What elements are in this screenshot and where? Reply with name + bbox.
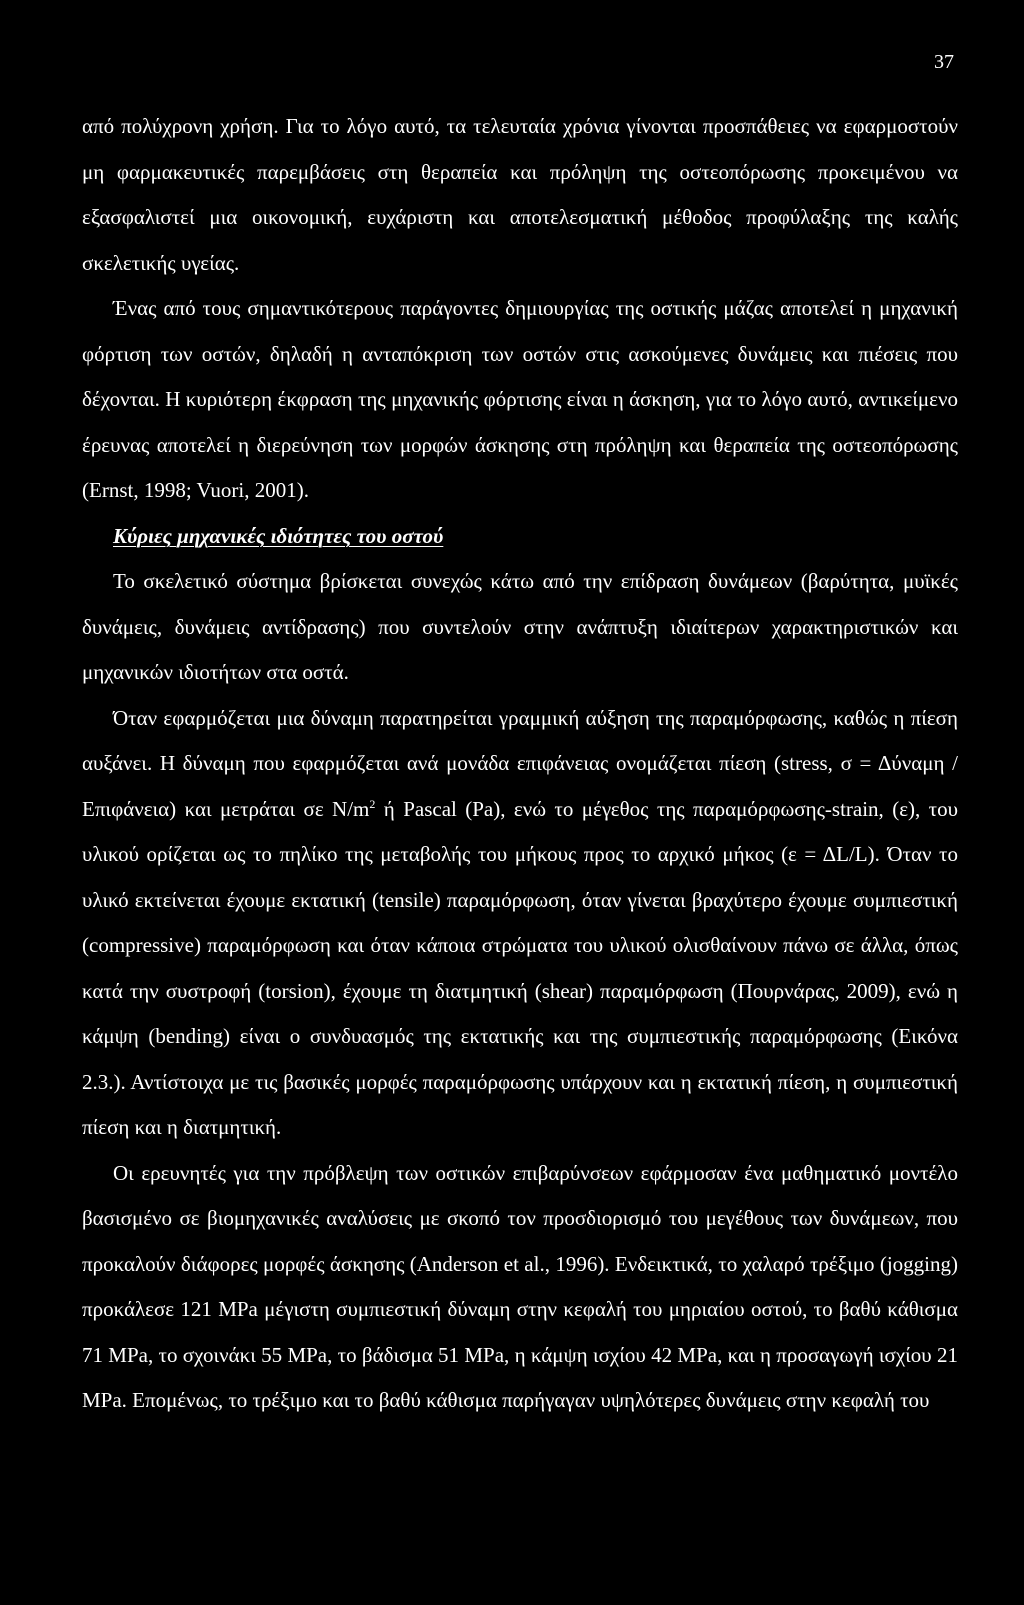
superscript-exponent: 2 bbox=[369, 796, 376, 811]
paragraph-stress-strain bbox=[82, 696, 958, 1151]
paragraph-researchers-model: Οι ερευνητές για την πρόβλεψη των οστικών επιβαρύνσεων εφάρμοσαν ένα μαθηματικό μοντέλο βασισμένο σε βιομηχανικές αναλύσεις με σκοπό τον προσδιορισμό του μεγέθους των δυνάμεων, που προκαλούν διάφορες μορφές άσκησης (Anderson et al., 1996). Ενδεικτικά, το χαλαρό τρέξιμο (jogging) προκάλεσε 121 MPa μέγιστη συμπιεστική δύναμη στην κεφαλή του μηριαίου οστού, το βαθύ κάθισμα 71 MPa, το σχοινάκι 55 MPa, το βάδισμα 51 MPa, η κάμψη ισχίου 42 MPa, και η προσαγωγή ισχίου 21 MPa. Επομένως, το τρέξιμο και το βαθύ κάθισμα παρήγαγαν υψηλότερες δυνάμεις στην κεφαλή του bbox=[82, 1160, 958, 1412]
paragraph-skeletal-system: Το σκελετικό σύστημα βρίσκεται συνεχώς κάτω από την επίδραση δυνάμεων (βαρύτητα, μυϊκές δυνάμεις, δυνάμεις αντίδρασης) που συντελούν στην ανάπτυξη ιδιαίτερων χαρακτηριστικών και μηχανικών ιδιοτήτων στα οστά. bbox=[82, 569, 958, 684]
paragraph-mechanical-loading: Ένας από τους σημαντικότερους παράγοντες δημιουργίας της οστικής μάζας αποτελεί η μηχανική φόρτιση των οστών, δηλαδή η ανταπόκριση των οστών στις ασκούμενες δυνάμεις και πιέσεις που δέχονται. Η κυριότερη έκφραση της μηχανικής φόρτισης είναι η άσκηση, για το λόγο αυτό, αντικείμενο έρευνας αποτελεί η διερεύνηση των μορφών άσκησης στη πρόληψη και θεραπεία της οστεοπόρωσης (Ernst, 1998; Vuori, 2001). bbox=[82, 296, 958, 502]
stress-strain-text-start: Όταν εφαρμόζεται μια δύναμη παρατηρείται γραμμική αύξηση της παραμόρφωσης, καθώς η πίεση αυξάνει. Η δύναμη που εφαρμόζεται ανά μονάδα επιφάνειας ονομάζεται πίεση (stress, σ = Δύναμη / Επιφάνεια) και μετράται σε N/m bbox=[82, 705, 958, 821]
stress-strain-text-end: ή Pascal (Pa), ενώ το μέγεθος της παραμόρφωσης-strain, (ε), του υλικού ορίζεται ως το πηλίκο της μεταβολής του μήκους προς το αρχικό μήκος (ε = ΔL/L). Όταν το υλικό εκτείνεται έχουμε εκτατική (tensile) παραμόρφωση, όταν γίνεται βραχύτερο έχουμε συμπιεστική (compressive) παραμόρφωση και όταν κάποια στρώματα του υλικού ολισθαίνουν πάνω σε άλλα, όπως κατά την συστροφή (torsion), έχουμε τη διατμητική (shear) παραμόρφωση (Πουρνάρας, 2009), ενώ η κάμψη (bending) είναι ο συνδυασμός της εκτατικής και της συμπιεστικής παραμόρφωσης (Εικόνα 2.3.). Αντίστοιχα με τις βασικές μορφές παραμόρφωσης υπάρχουν και η εκτατική πίεση, η συμπιεστική πίεση και η διατμητική. bbox=[82, 796, 959, 1139]
page-number: 37 bbox=[934, 51, 954, 73]
document-body bbox=[82, 104, 958, 1424]
paragraph-continuation: από πολύχρονη χρήση. Για το λόγο αυτό, τα τελευταία χρόνια γίνονται προσπάθειες να εφαρμοστούν μη φαρμακευτικές παρεμβάσεις στη θεραπεία και πρόληψη της οστεοπόρωσης προκειμένου να εξασφαλιστεί μια οικονομική, ευχάριστη και αποτελεσματική μέθοδος προφύλαξης της καλής σκελετικής υγείας. bbox=[82, 114, 958, 275]
section-heading: Κύριες μηχανικές ιδιότητες του οστού bbox=[113, 523, 444, 548]
